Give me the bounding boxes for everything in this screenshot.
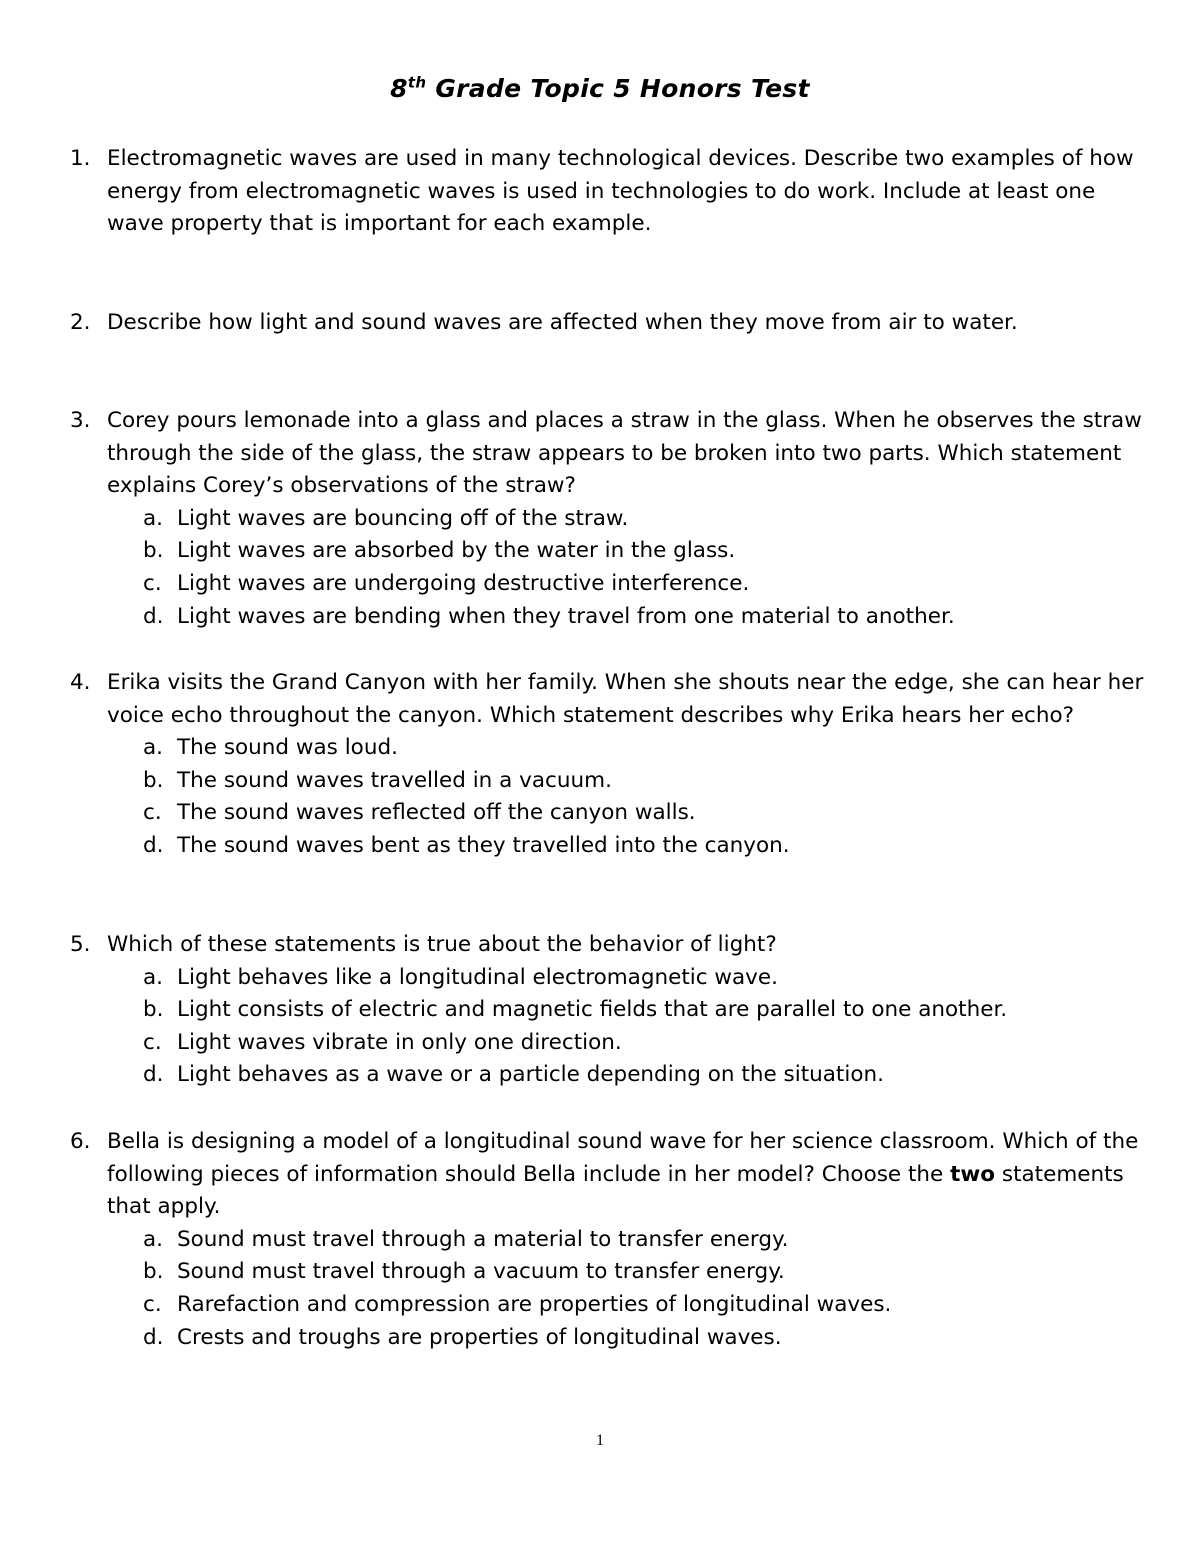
option-letter: b. [143, 1259, 164, 1285]
option-text: Sound must travel through a vacuum to transfer energy. [177, 1259, 785, 1285]
answer-options [107, 503, 1150, 633]
question-text-emphasis: two [950, 1161, 996, 1187]
question-text [107, 1126, 1150, 1224]
question-3 [70, 405, 1150, 633]
option-text: Sound must travel through a material to transfer energy. [177, 1226, 789, 1252]
option-b [107, 1256, 1150, 1289]
question-number: 4. [70, 670, 91, 695]
question-text: Erika visits the Grand Canyon with her family. When she shouts near the edge, she can hear her voice echo throughout the canyon. Which statement describes why Erika hears her echo? [107, 670, 1144, 728]
option-text: The sound waves bent as they travelled into the canyon. [177, 832, 790, 858]
question-2 [70, 307, 1150, 340]
option-a [107, 732, 1150, 765]
option-b [107, 535, 1150, 568]
option-a [107, 962, 1150, 995]
title-superscript: th [407, 73, 427, 92]
question-text-before: Bella is designing a model of a longitudinal sound wave for her science classroom. Which of the following pieces of information should Bella include in her model? Choose the [107, 1129, 1139, 1187]
title-text: Grade Topic 5 Honors Test [426, 74, 810, 103]
option-d [107, 601, 1150, 634]
option-c [107, 568, 1150, 601]
answer-options [107, 732, 1150, 862]
option-letter: d. [143, 1324, 164, 1350]
option-d [107, 830, 1150, 863]
option-letter: b. [143, 997, 164, 1023]
option-text: The sound waves reflected off the canyon walls. [177, 800, 696, 826]
option-letter: b. [143, 767, 164, 793]
answer-options [107, 962, 1150, 1092]
question-4 [70, 667, 1150, 863]
question-text: Electromagnetic waves are used in many technological devices. Describe two examples of how energy from electromagnetic waves is used in technologies to do work. Include at least one wave property that is important for each example. [107, 146, 1134, 237]
option-text: Light waves are bouncing off of the straw. [177, 505, 629, 531]
page-title [0, 74, 1200, 103]
question-text: Which of these statements is true about the behavior of light? [107, 932, 777, 957]
option-letter: b. [143, 538, 164, 564]
option-letter: c. [143, 1029, 162, 1055]
option-text: Light consists of electric and magnetic fields that are parallel to one another. [177, 997, 1008, 1023]
question-6 [70, 1126, 1150, 1354]
question-text: Corey pours lemonade into a glass and places a straw in the glass. When he observes the straw through the side of the glass, the straw appears to be broken into two parts. Which statement explains Corey’s observations of the straw? [107, 408, 1142, 499]
option-letter: a. [143, 735, 164, 761]
option-letter: d. [143, 603, 164, 629]
option-letter: a. [143, 505, 164, 531]
option-c [107, 1027, 1150, 1060]
question-text-after: statements that apply. [107, 1161, 1124, 1220]
option-letter: a. [143, 1226, 164, 1252]
option-d [107, 1059, 1150, 1092]
option-text: Light waves vibrate in only one direction. [177, 1029, 622, 1055]
question-number: 1. [70, 146, 91, 171]
answer-options [107, 1224, 1150, 1354]
option-letter: c. [143, 800, 162, 826]
question-5 [70, 929, 1150, 1092]
question-text: Describe how light and sound waves are affected when they move from air to water. [107, 310, 1018, 335]
option-text: Light behaves like a longitudinal electromagnetic wave. [177, 964, 778, 990]
option-text: Light waves are undergoing destructive interference. [177, 570, 750, 596]
option-text: Crests and troughs are properties of longitudinal waves. [177, 1324, 782, 1350]
title-grade-number: 8 [390, 74, 408, 103]
option-c [107, 1289, 1150, 1322]
question-number: 6. [70, 1129, 91, 1154]
option-text: The sound waves travelled in a vacuum. [177, 767, 612, 793]
option-b [107, 765, 1150, 798]
option-a [107, 1224, 1150, 1257]
option-c [107, 797, 1150, 830]
option-text: Light waves are bending when they travel from one material to another. [177, 603, 955, 629]
question-number: 3. [70, 408, 91, 433]
question-1 [70, 143, 1150, 241]
question-number: 5. [70, 932, 91, 957]
option-text: Light waves are absorbed by the water in the glass. [177, 538, 736, 564]
option-b [107, 994, 1150, 1027]
option-text: Light behaves as a wave or a particle depending on the situation. [177, 1062, 884, 1088]
option-a [107, 503, 1150, 536]
option-d [107, 1322, 1150, 1355]
option-letter: d. [143, 832, 164, 858]
option-letter: c. [143, 570, 162, 596]
option-letter: a. [143, 964, 164, 990]
option-letter: c. [143, 1291, 162, 1317]
question-number: 2. [70, 310, 91, 335]
option-text: The sound was loud. [177, 735, 398, 761]
page-number: 1 [596, 1432, 604, 1449]
option-text: Rarefaction and compression are properties of longitudinal waves. [177, 1291, 892, 1317]
option-letter: d. [143, 1062, 164, 1088]
